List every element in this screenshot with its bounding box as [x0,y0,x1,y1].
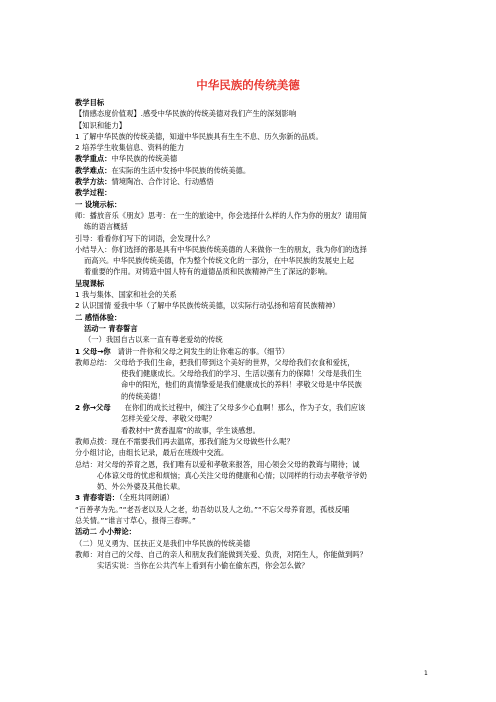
activity-one-heading: 活动一 青春誓言 [84,323,138,333]
teacher-summary-3: 命中的阳光，他们的真情挚爱是我们健康成长的养料！孝敬父母是中华民族 [121,380,362,390]
youth-message-text: （全班共同朗诵） [119,493,174,503]
summary-3: 奶、外公外婆及其他长辈。 [97,482,185,492]
document-title: 中华民族的传统美德 [196,78,300,92]
youth-message-line [75,492,430,503]
summary-intro-cont-1: 而高兴。中华民族传统美德，作为整个传统文化的一部分，在中华民族的发展史上起 [84,256,354,266]
key-point-text: 中华民族的传统美德 [111,154,178,164]
activity-two-heading: 活动二 小小辩论： [75,527,136,537]
summary-intro-cont-2: 着重要的作用。对铸造中国人特有的道德品质和民族精神产生了深远的影响。 [84,267,333,277]
teacher-summary-1: 教师总结： 父母给予我们生命，把我们带到这个美好的世界，父母给我们衣食和爱抚， [75,357,355,367]
difficulty-label: 教学难点： [75,165,112,175]
section-heading-teaching-goals: 教学目标 [75,98,105,107]
teacher-question: 教师：对自己的父母、自己的亲人和朋友我们能做到关爱、负责，对陌生人，你能做到吗？ [75,549,367,559]
summary-1: 总结：对父母的养育之恩，我们唯有以爱和孝敬来报答，用心领会父母的教诲与期待；诚 [75,459,360,469]
process-heading: 教学过程： [75,188,112,198]
subsection-two-title: （二）见义勇为、匡扶正义是我们中华民族的传统美德 [75,538,251,548]
section-one-heading: 一 设境示标： [75,199,122,209]
curriculum-heading: 呈现课标 [75,278,105,288]
guide-question: 引导：看看你们写下的词语，会发现什么？ [75,233,214,243]
section-two-heading: 二 感悟体验： [75,312,122,322]
youth-message-label: 3 青春寄语： [75,493,120,503]
method-label: 教学方法： [75,177,112,187]
page-number: 1 [424,670,428,677]
summary-2: 心体谅父母的忧虑和烦恼；真心关注父母的健康和心情；以同样的行动去孝敬爷爷奶 [97,470,367,480]
parent-to-you-text: 请讲一件你和父母之间发生的让你难忘的事。（细节） [117,346,290,356]
you-to-parent-label: 2 你→父母 [75,403,111,413]
teacher-music-prompt: 师：播放音乐《朋友》思考：在一生的旅途中，你会选择什么样的人作为你的朋友？请用简 [75,210,367,220]
real-talk-question: 实话实说：当你在公共汽车上看到有小偷在偷东西，你会怎么做？ [97,561,309,571]
curriculum-item-1: 1 我与集体、国家和社会的关系 [75,290,177,300]
parent-to-you-line [75,346,430,357]
curriculum-item-2: 2 认识国情 爱我中华（了解中华民族传统美德，以实际行动弘扬和培育民族精神） [75,301,340,311]
you-to-parent-text: 在你们的成长过程中，倾注了父母多少心血啊！那么，作为子女，我们应该 [124,403,366,413]
goal-knowledge-heading: 【知识和能力】 [75,120,127,130]
subsection-one-title: （一）我国自古以来一直有尊老爱幼的传统 [84,335,223,345]
method-line [75,176,430,187]
difficulty-text: 在实际的生活中发扬中华民族的传统美德。 [111,165,251,175]
quotes-2: 总关情。”“谁言寸草心，报得三春晖。” [75,515,196,525]
teacher-music-prompt-cont: 练的语言概括 [84,222,128,232]
you-to-parent-cont: 怎样关爱父母、孝敬父母呢？ [121,414,216,424]
group-discussion: 分小组讨论，由组长记录，最后在班级中交流。 [75,448,229,458]
you-to-parent-line [75,402,430,413]
document-body [75,97,430,571]
goal-emotion: 【情感态度价值观】.感受中华民族的传统美德对我们产生的深刻影响 [75,109,297,119]
huangxiang-story: 看教材中“黄香温席”的故事，学生谈感想。 [121,425,260,435]
method-text: 情境陶冶、合作讨论、行动感悟 [111,177,214,187]
teacher-summary-2: 使我们健康成长。父母给我们的学习、生活以强有力的保障！父母是我们生 [121,369,362,379]
quotes-1: “百善孝为先。”“老吾老以及人之老，幼吾幼以及人之幼。”“不忘父母养育恩，孤枝反哺 [75,504,350,514]
summary-intro: 小结导入：你们选择的都是具有中华民族传统美德的人来做你一生的朋友，我为你们的选择 [75,244,367,254]
goal-item-2: 2 培养学生收集信息、资料的能力 [75,143,185,153]
teacher-summary-4: 的传统美德！ [121,391,165,401]
difficulty-line [75,165,430,176]
key-point-line [75,153,430,164]
goal-item-1: 1 了解中华民族的传统美德，知道中华民族具有生生不息、历久弥新的品质。 [75,131,323,141]
parent-to-you-label: 1 父母→你 [75,346,111,356]
teacher-guidance: 教师点拨：现在不需要我们再去温席，那我们能为父母做些什么呢？ [75,436,294,446]
key-point-label: 教学重点： [75,154,112,164]
